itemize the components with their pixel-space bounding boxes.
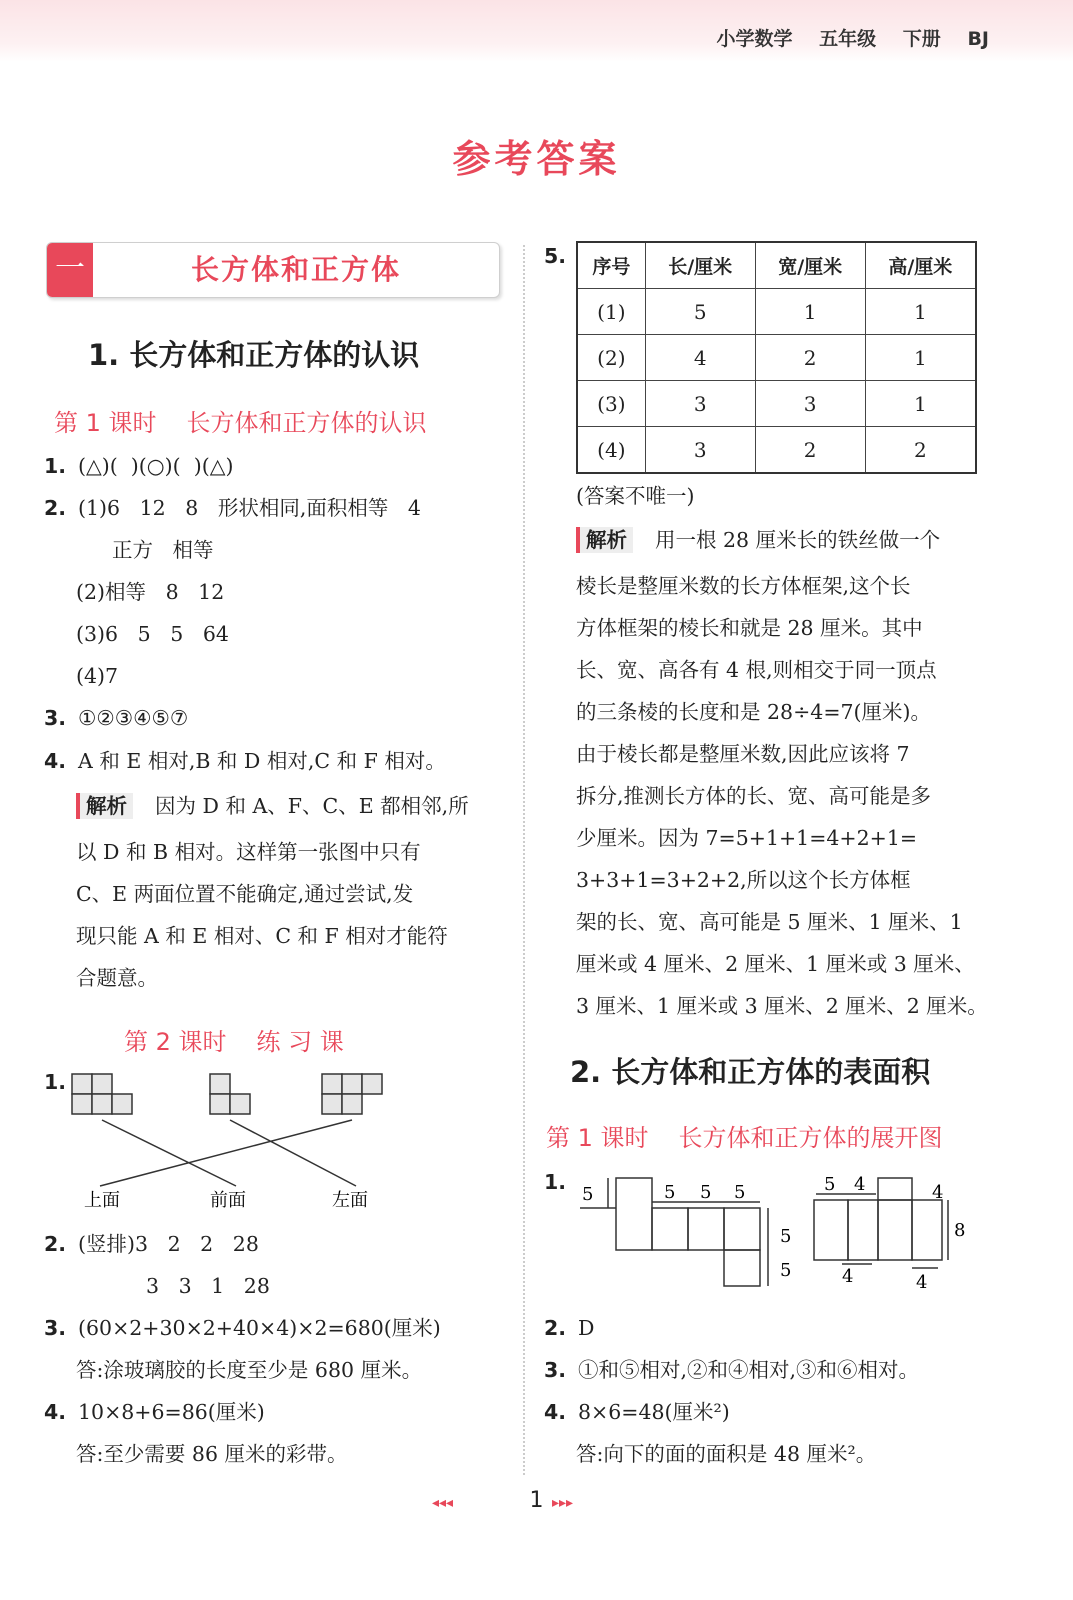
net2-label: 4 xyxy=(932,1182,944,1203)
table-header: 长/厘米 xyxy=(645,242,755,289)
l2-question-4 xyxy=(44,1398,265,1426)
header-subject: 小学数学 xyxy=(716,28,793,50)
q5-number: 5. xyxy=(544,244,567,268)
answer-text: D xyxy=(578,1316,595,1340)
analysis-line: 3+3+1=3+2+2,所以这个长方体框 xyxy=(576,868,911,892)
answer-text: ①②③④⑤⑦ xyxy=(78,706,189,730)
table-cell: (4) xyxy=(577,427,645,474)
answer-text: (竖排)3 2 2 28 xyxy=(78,1232,259,1256)
lesson-label: 第 2 课时 xyxy=(124,1028,227,1056)
book-header xyxy=(697,24,989,51)
analysis-line: 以 D 和 B 相对。这样第一张图中只有 xyxy=(76,840,421,864)
analysis-line xyxy=(76,792,469,820)
analysis-line: 现只能 A 和 E 相对、C 和 F 相对才能符 xyxy=(76,924,448,948)
net2-label: 4 xyxy=(854,1174,866,1195)
lesson-heading xyxy=(546,1118,943,1153)
table-header: 宽/厘米 xyxy=(755,242,865,289)
l2-question-3 xyxy=(44,1314,441,1342)
analysis-text: 因为 D 和 A、F、C、E 都相邻,所 xyxy=(155,794,469,818)
lesson-name: 练 习 课 xyxy=(256,1028,344,1056)
answer-text: A 和 E 相对,B 和 D 相对,C 和 F 相对。 xyxy=(78,749,446,773)
table-row xyxy=(577,427,976,474)
view-label-left: 左面 xyxy=(332,1190,368,1211)
net1-label: 5 xyxy=(700,1182,712,1203)
header-edition: BJ xyxy=(967,28,989,50)
next-page-arrows[interactable]: ▸▸▸ xyxy=(552,1495,574,1511)
table-cell: (1) xyxy=(577,289,645,335)
table-row xyxy=(577,381,976,427)
table-cell: (2) xyxy=(577,335,645,381)
question-number: 3. xyxy=(544,1358,567,1382)
table-header: 高/厘米 xyxy=(865,242,976,289)
table-header: 序号 xyxy=(577,242,645,289)
answer-text: 8×6=48(厘米²) xyxy=(578,1400,730,1424)
answer-text: (60×2+30×2+40×4)×2=680(厘米) xyxy=(78,1316,441,1340)
analysis-line: 方体框架的棱长和就是 28 厘米。其中 xyxy=(576,616,923,640)
question-number: 2. xyxy=(44,1232,67,1256)
question-1 xyxy=(44,452,233,480)
unit-banner xyxy=(46,242,500,298)
question-number: 3. xyxy=(44,706,67,730)
front-view-shape xyxy=(210,1074,250,1114)
answer-line: 正方 相等 xyxy=(112,538,214,562)
answer-line: 答:涂玻璃胶的长度至少是 680 厘米。 xyxy=(76,1358,423,1382)
unfolding-net-diagrams xyxy=(572,1170,992,1300)
analysis-line: C、E 两面位置不能确定,通过尝试,发 xyxy=(76,882,414,906)
question-number: 4. xyxy=(44,1400,67,1424)
table-row xyxy=(577,289,976,335)
unit-number: 一 xyxy=(47,243,93,297)
analysis-line: 长、宽、高各有 4 根,则相交于同一顶点 xyxy=(576,658,937,682)
l2-question-1-number: 1. xyxy=(44,1070,67,1094)
analysis-text: 用一根 28 厘米长的铁丝做一个 xyxy=(655,528,941,552)
unit-title: 长方体和正方体 xyxy=(190,253,401,286)
table-cell: 1 xyxy=(865,289,976,335)
table-cell: (3) xyxy=(577,381,645,427)
question-number: 2. xyxy=(44,496,67,520)
net2-label: 5 xyxy=(824,1174,836,1195)
question-4 xyxy=(44,747,446,775)
net2-label: 4 xyxy=(916,1272,928,1293)
view-matching-diagram xyxy=(60,1066,460,1216)
net1-label: 5 xyxy=(780,1260,792,1281)
page-title: 参考答案 xyxy=(452,137,621,181)
question-number: 4. xyxy=(44,749,67,773)
table-row xyxy=(577,335,976,381)
net1-label: 5 xyxy=(780,1226,792,1247)
lesson-label: 第 1 课时 xyxy=(54,409,157,437)
answer-line: (3)6 5 5 64 xyxy=(76,622,229,646)
header-grade: 五年级 xyxy=(819,28,877,50)
s2-question-1-number: 1. xyxy=(544,1170,567,1194)
lesson-label: 第 1 课时 xyxy=(546,1124,649,1152)
analysis-line: 少厘米。因为 7=5+1+1=4+2+1= xyxy=(576,826,918,850)
analysis-tag: 解析 xyxy=(76,793,133,819)
table-cell: 3 xyxy=(645,381,755,427)
lesson-name: 长方体和正方体的认识 xyxy=(186,409,427,437)
top-view-shape xyxy=(72,1074,132,1114)
question-number: 4. xyxy=(544,1400,567,1424)
table-cell: 2 xyxy=(755,427,865,474)
side-view-shape xyxy=(322,1074,382,1114)
net2-label: 4 xyxy=(842,1266,854,1287)
answer-text: ①和⑤相对,②和④相对,③和⑥相对。 xyxy=(578,1358,920,1382)
analysis-line: 由于棱长都是整厘米数,因此应该将 7 xyxy=(576,742,910,766)
net1-label: 5 xyxy=(734,1182,746,1203)
l2-question-2 xyxy=(44,1230,259,1258)
question-number: 2. xyxy=(544,1316,567,1340)
lesson-name: 长方体和正方体的展开图 xyxy=(678,1124,943,1152)
view-label-top: 上面 xyxy=(84,1190,120,1211)
answer-text: 10×8+6=86(厘米) xyxy=(78,1400,265,1424)
dimensions-table xyxy=(576,241,977,474)
question-number: 1. xyxy=(44,454,67,478)
prev-page-arrows[interactable]: ◂◂◂ xyxy=(432,1495,454,1511)
table-cell: 1 xyxy=(865,335,976,381)
analysis-line: 拆分,推测长方体的长、宽、高可能是多 xyxy=(576,784,932,808)
answer-note: (答案不唯一) xyxy=(576,484,695,508)
analysis-line: 合题意。 xyxy=(76,966,158,990)
analysis-line: 的三条棱的长度和是 28÷4=7(厘米)。 xyxy=(576,700,932,724)
table-cell: 4 xyxy=(645,335,755,381)
analysis-line: 厘米或 4 厘米、2 厘米、1 厘米或 3 厘米、 xyxy=(576,952,975,976)
net1-label: 5 xyxy=(582,1184,594,1205)
answer-line: 答:至少需要 86 厘米的彩带。 xyxy=(76,1442,348,1466)
lesson-heading xyxy=(54,403,427,438)
net1-label: 5 xyxy=(664,1182,676,1203)
s2-question-3 xyxy=(544,1356,919,1384)
s2-question-2 xyxy=(544,1314,594,1342)
s2-question-4 xyxy=(544,1398,730,1426)
question-2 xyxy=(44,494,421,522)
analysis-line: 棱长是整厘米数的长方体框架,这个长 xyxy=(576,574,911,598)
table-cell: 3 xyxy=(755,381,865,427)
column-divider xyxy=(523,245,525,1475)
page-number: 1 xyxy=(529,1488,544,1513)
question-3 xyxy=(44,704,188,732)
analysis-tag: 解析 xyxy=(576,527,633,553)
table-cell: 3 xyxy=(645,427,755,474)
analysis-line: 架的长、宽、高可能是 5 厘米、1 厘米、1 xyxy=(576,910,963,934)
header-volume: 下册 xyxy=(902,28,941,50)
answer-text: (△)( )(○)( )(△) xyxy=(78,454,234,478)
table-cell: 2 xyxy=(865,427,976,474)
answer-line: 3 3 1 28 xyxy=(146,1274,270,1298)
answer-text: (1)6 12 8 形状相同,面积相等 4 xyxy=(78,496,421,520)
question-number: 3. xyxy=(44,1316,67,1340)
section-1-title: 1. 长方体和正方体的认识 xyxy=(88,338,420,372)
section-2-title: 2. 长方体和正方体的表面积 xyxy=(570,1055,931,1089)
matching-lines xyxy=(100,1120,356,1186)
table-cell: 5 xyxy=(645,289,755,335)
analysis-line xyxy=(576,526,940,554)
answer-line: 答:向下的面的面积是 48 厘米²。 xyxy=(576,1442,877,1466)
answer-line: (4)7 xyxy=(76,664,119,688)
view-label-front: 前面 xyxy=(210,1190,246,1211)
analysis-line: 3 厘米、1 厘米或 3 厘米、2 厘米、2 厘米。 xyxy=(576,994,988,1018)
lesson-heading xyxy=(124,1022,344,1057)
table-cell: 2 xyxy=(755,335,865,381)
net2-label: 8 xyxy=(954,1220,966,1241)
answer-line: (2)相等 8 12 xyxy=(76,580,225,604)
table-cell: 1 xyxy=(865,381,976,427)
table-header-row xyxy=(577,242,976,289)
table-cell: 1 xyxy=(755,289,865,335)
